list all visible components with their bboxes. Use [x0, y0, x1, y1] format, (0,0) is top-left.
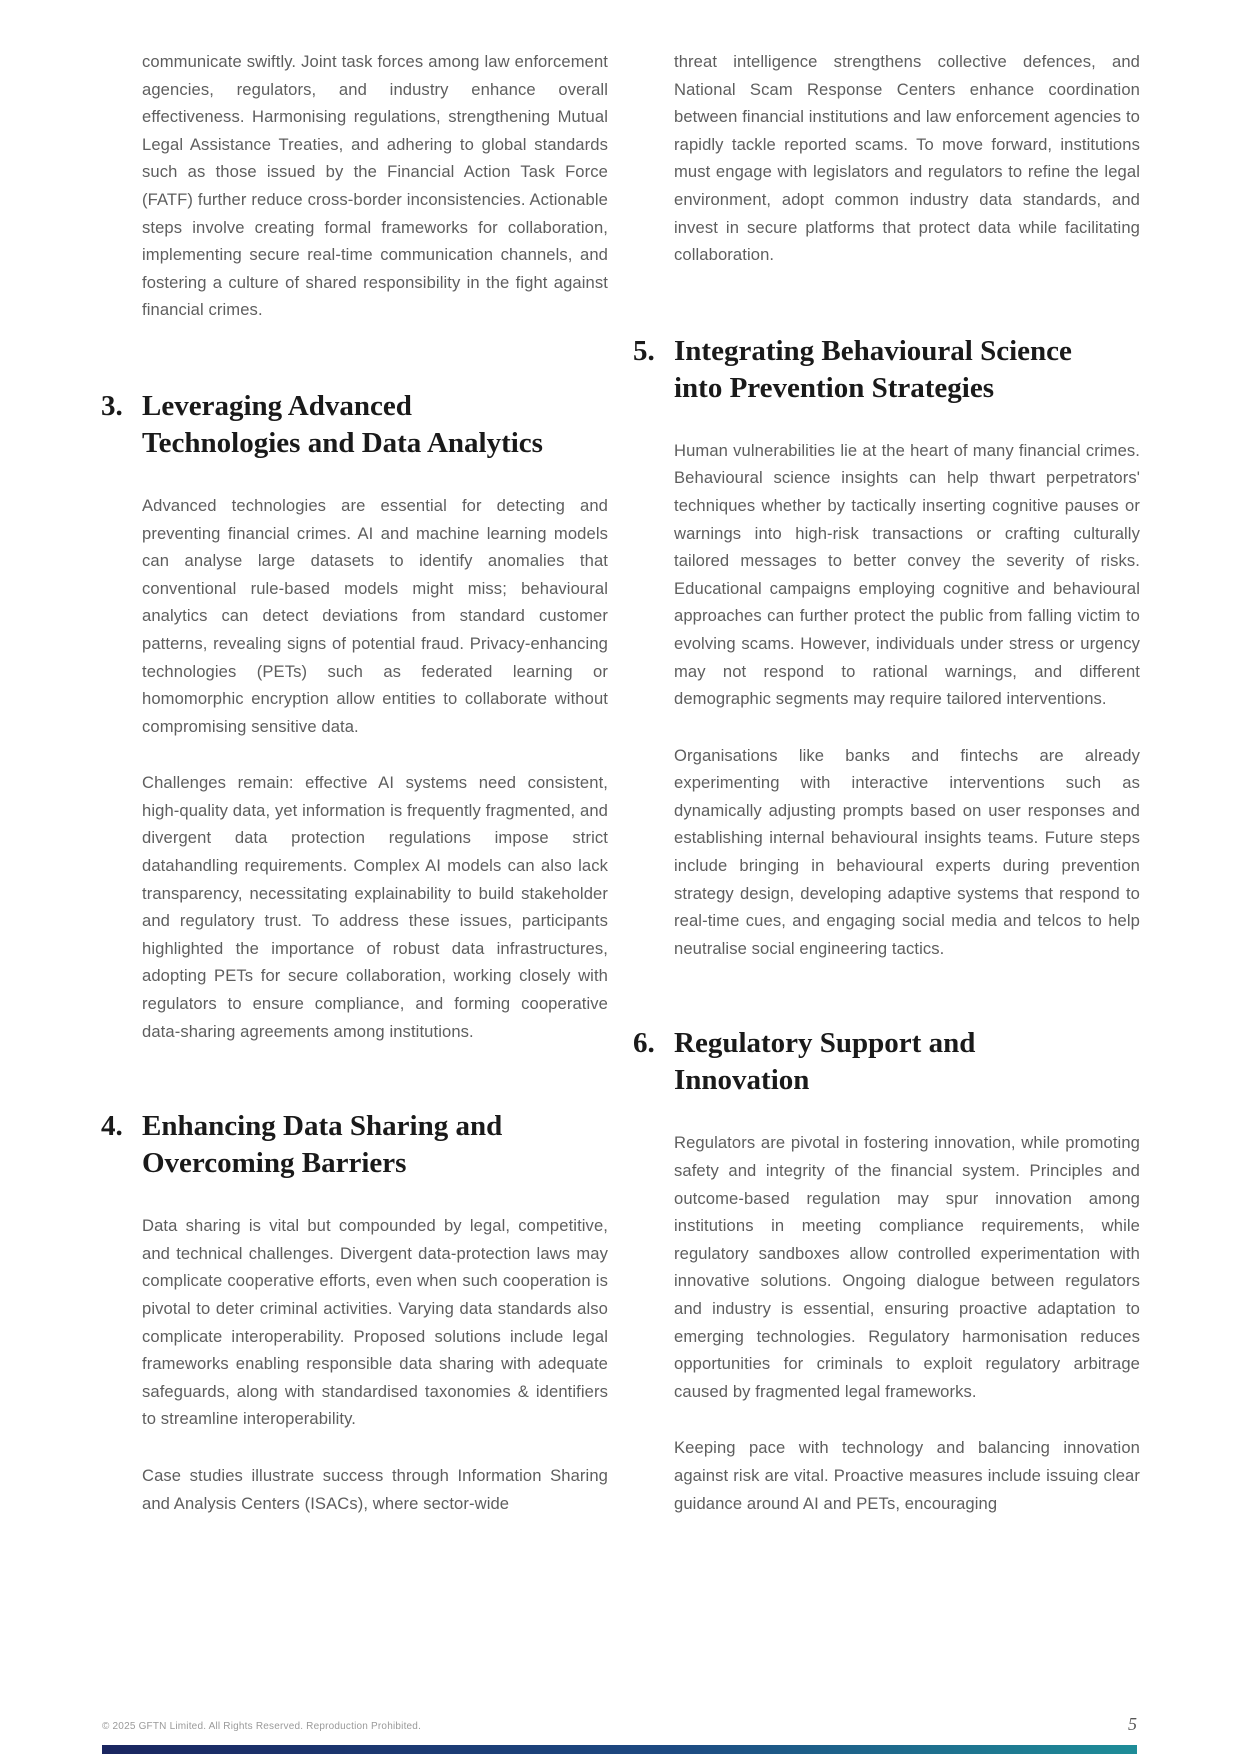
section-5-heading [633, 333, 1140, 407]
footer-copyright: © 2025 GFTN Limited. All Rights Reserved. Reproduction Prohibited. [102, 1721, 422, 1732]
section-4-heading [101, 1108, 608, 1182]
section-5-paragraph-1: Human vulnerabilities lie at the heart of many financial crimes. Behavioural science insights can help thwart perpetrators' techniques whether by tactically inserting cognitive pauses or warnings into high-risk transactions or crafting culturally tailored messages to better convey the severity of risks. Educational campaigns employing cognitive and behavioural approaches can further protect the public from falling victim to evolving scams. However, individuals under stress or urgency may not respond to rational warnings, and different demographic segments may require tailored interventions. [674, 440, 1140, 709]
section-5-title-line1: Integrating Behavioural Science [674, 334, 1072, 367]
section-4 [101, 1108, 608, 1517]
section-5-title-line2: into Prevention Strategies [674, 371, 995, 404]
section-5-number: 5. [633, 334, 655, 367]
page-number: 5 [1128, 1714, 1137, 1734]
section-3-number: 3. [101, 389, 123, 422]
section-6-heading [633, 1025, 1140, 1099]
section-3-paragraph-2: Challenges remain: effective AI systems need consistent, high-quality data, yet information is frequently fragmented, and divergent data protection regulations impose strict datahandling requirements. Complex AI models can also lack transparency, necessitating explainability to build stakeholder and regulatory trust. To address these issues, participants highlighted the importance of robust data infrastructures, adopting PETs for secure collaboration, working closely with regulators to ensure compliance, and forming cooperative data-sharing agreements among institutions. [142, 773, 608, 1041]
section-6-title-line2: Innovation [674, 1064, 810, 1097]
section-6-paragraph-2: Keeping pace with technology and balancing innovation against risk are vital. Proactive measures include issuing clear guidance around AI and PETs, encouraging [674, 1438, 1140, 1513]
section-3-title-line2: Technologies and Data Analytics [142, 426, 543, 459]
right-column [633, 48, 1140, 1517]
section-6 [633, 1025, 1140, 1517]
left-intro-paragraph: communicate swiftly. Joint task forces among law enforcement agencies, regulators, and industry enhance overall effectiveness. Harmonising regulations, strengthening Mutual Legal Assistance Treaties, and adhering to global standards such as those issued by the Financial Action Task Force (FATF) further reduce cross-border inconsistencies. Actionable steps involve creating formal frameworks for collaboration, implementing secure real-time communication channels, and fostering a culture of shared responsibility in the fight against financial crimes. [142, 52, 608, 320]
section-3-heading [101, 388, 608, 462]
section-3 [101, 388, 608, 1045]
right-intro-paragraph: threat intelligence strengthens collective defences, and National Scam Response Centers enhance coordination between financial institutions and law enforcement agencies to rapidly tackle reported scams. To move forward, institutions must engage with legislators and regulators to refine the legal environment, adopt common industry data standards, and invest in secure platforms that protect data while facilitating collaboration. [674, 52, 1140, 265]
section-5 [633, 333, 1140, 963]
section-4-paragraph-1: Data sharing is vital but compounded by legal, competitive, and technical challenges. Divergent data-protection laws may complicate cooperative efforts, even when such cooperation is pivotal to deter criminal activities. Varying data standards also complicate interoperability. Proposed solutions include legal frameworks enabling responsible data sharing with adequate safeguards, along with standardised taxonomies & identifiers to streamline interoperability. [142, 1216, 608, 1429]
section-3-paragraph-1: Advanced technologies are essential for detecting and preventing financial crimes. AI and machine learning models can analyse large datasets to identify anomalies that conventional rule-based models might miss; behavioural analytics can detect deviations from standard customer patterns, revealing signs of potential fraud. Privacy-enhancing technologies (PETs) such as federated learning or homomorphic encryption allow entities to collaborate without compromising sensitive data. [142, 495, 608, 736]
section-6-paragraph-1: Regulators are pivotal in fostering innovation, while promoting safety and integrity of the financial system. Principles and outcome-based regulation may spur innovation among institutions in meeting compliance requirements, while regulatory sandboxes allow controlled experimentation with innovative solutions. Ongoing dialogue between regulators and industry is essential, ensuring proactive adaptation to emerging technologies. Regulatory harmonisation reduces opportunities for criminals to exploit regulatory arbitrage caused by fragmented legal frameworks. [674, 1133, 1140, 1401]
section-6-number: 6. [633, 1027, 655, 1060]
section-4-number: 4. [101, 1110, 123, 1143]
left-column [101, 48, 608, 1517]
footer-gradient-bar [102, 1745, 1137, 1754]
section-4-paragraph-2: Case studies illustrate success through Information Sharing and Analysis Centers (ISACs), where sector-wide [142, 1465, 608, 1513]
section-5-paragraph-2: Organisations like banks and fintechs are already experimenting with interactive interventions such as dynamically adjusting prompts based on user responses and establishing internal behavioural insights teams. Future steps include bringing in behavioural experts during prevention strategy design, developing adaptive systems that respond to real-time cues, and engaging social media and telcos to help neutralise social engineering tactics. [674, 745, 1140, 958]
section-4-title-line1: Enhancing Data Sharing and [142, 1110, 503, 1143]
section-6-title-line1: Regulatory Support and [674, 1027, 976, 1060]
section-4-title-line2: Overcoming Barriers [142, 1147, 407, 1180]
section-3-title-line1: Leveraging Advanced [142, 389, 412, 422]
